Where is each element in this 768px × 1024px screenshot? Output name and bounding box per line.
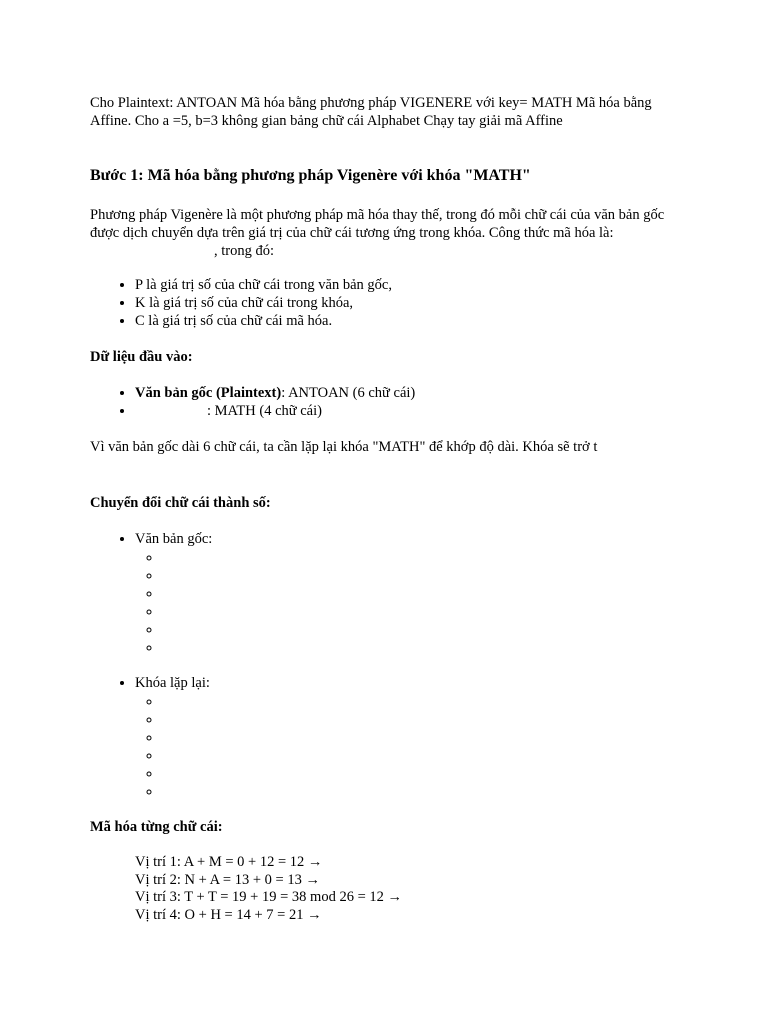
encrypt-steps	[90, 854, 690, 924]
spacer	[90, 472, 690, 494]
sub-item	[161, 746, 690, 764]
sub-item	[161, 728, 690, 746]
encrypt-step: Vị trí 3: T + T = 19 + 19 = 38 mod 26 = 12 →	[135, 889, 402, 905]
convert-plaintext-label: Văn bản gốc:	[135, 531, 213, 547]
key-value: : MATH (4 chữ cái)	[207, 403, 322, 419]
plaintext-value: : ANTOAN (6 chữ cái)	[281, 385, 416, 401]
definition-list	[90, 276, 690, 330]
plaintext-label: Văn bản gốc (Plaintext)	[135, 385, 282, 401]
document-page	[90, 94, 690, 924]
definition-k: • K là giá trị số của chữ cái trong khóa,	[135, 294, 690, 312]
sub-item	[161, 638, 690, 656]
step1-paragraph	[90, 206, 690, 260]
definition-p: • P là giá trị số của chữ cái trong văn bản gốc,	[135, 276, 690, 294]
sub-item	[161, 620, 690, 638]
convert-label: Chuyển đổi chữ cái thành số:	[90, 495, 271, 511]
sub-item	[161, 584, 690, 602]
convert-plaintext-list	[90, 530, 690, 656]
sub-item	[161, 548, 690, 566]
encrypt-step: Vị trí 4: O + H = 14 + 7 = 21 →	[135, 906, 322, 923]
sub-item	[161, 692, 690, 710]
step1-heading: Bước 1: Mã hóa bằng phương pháp Vigenère với khóa "MATH"	[90, 167, 531, 184]
formula-suffix: , trong đó:	[214, 243, 275, 259]
convert-key-label: Khóa lặp lại:	[135, 675, 210, 691]
convert-plaintext-item	[135, 530, 690, 656]
encrypt-step: Vị trí 1: A + M = 0 + 12 = 12 →	[135, 854, 323, 870]
sub-item	[161, 764, 690, 782]
encrypt-step: Vị trí 2: N + A = 13 + 0 = 13 →	[135, 871, 320, 888]
sub-item	[161, 782, 690, 800]
sub-item	[161, 710, 690, 728]
intro-text: Cho Plaintext: ANTOAN Mã hóa bằng phương pháp VIGENERE với key= MATH Mã hóa bằng Affine. Cho a =5, b=3 không gian bảng chữ cái Alphabet Chạy tay giải mã Affine	[90, 95, 652, 129]
convert-key-list	[90, 674, 690, 800]
plaintext-sublist	[135, 548, 690, 656]
definition-c: • C là giá trị số của chữ cái mã hóa.	[135, 312, 690, 330]
convert-key-item	[135, 674, 690, 800]
encrypt-label: Mã hóa từng chữ cái:	[90, 819, 223, 835]
input-key	[135, 402, 690, 420]
input-plaintext	[135, 384, 690, 402]
repeat-note: Vì văn bản gốc dài 6 chữ cái, ta cần lặp lại khóa "MATH" để khớp độ dài. Khóa sẽ trở t	[90, 439, 598, 455]
sub-item	[161, 566, 690, 584]
key-sublist	[135, 692, 690, 800]
step1-paragraph-text: Phương pháp Vigenère là một phương pháp mã hóa thay thế, trong đó mỗi chữ cái của văn bản gốc được dịch chuyển dựa trên giá trị của chữ cái tương ứng trong khóa. Công thức mã hóa là:	[90, 207, 665, 241]
input-list	[90, 384, 690, 420]
sub-item	[161, 602, 690, 620]
input-label: Dữ liệu đầu vào:	[90, 349, 193, 365]
